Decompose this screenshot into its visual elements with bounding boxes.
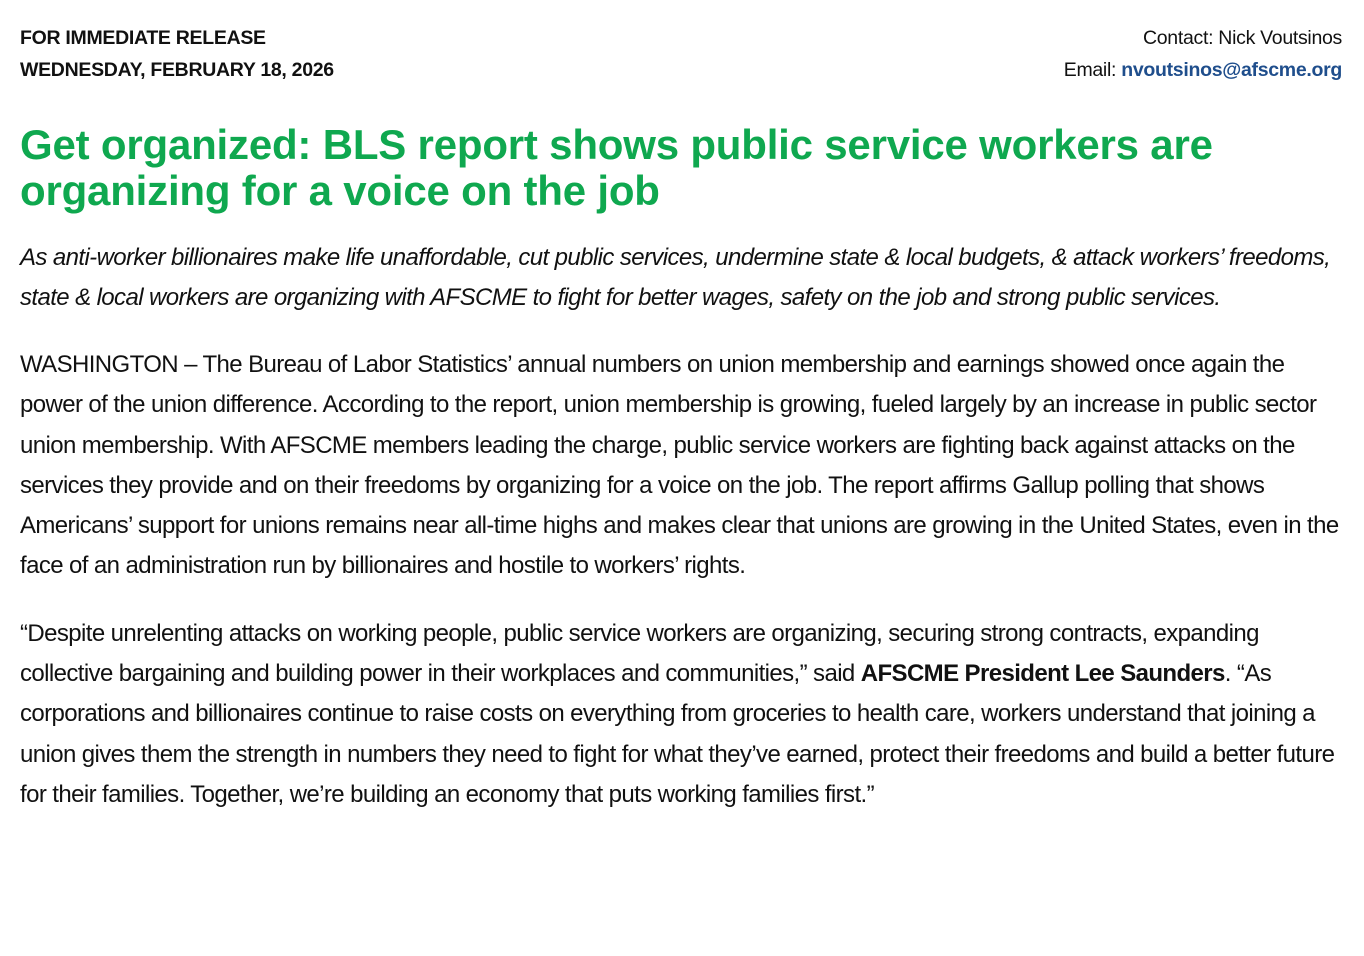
release-info [20,22,334,86]
quote-speaker: AFSCME President Lee Saunders [860,660,1225,688]
email-label: Email: [1063,59,1122,81]
headline: Get organized: BLS report shows public service workers are organizing for a voice on the job [20,121,1213,214]
press-release-header [20,0,1344,92]
contact-email-line [1064,54,1342,86]
body-paragraph-1: WASHINGTON – The Bureau of Labor Statistics’ annual numbers on union membership and earnings showed once again the power of the union difference. According to the report, union membership is growing, fueled largely by an increase in public sector union membership. With AFSCME members leading the charge, public service workers are fighting back against attacks on the services they provide and on their freedoms by organizing for a voice on the job. The report affirms Gallup polling that shows Americans’ support for unions remains near all-time highs and makes clear that unions are growing in the United States, even in the face of an administration run by billionaires and hostile to workers’ rights. [20,351,1339,580]
email-link[interactable]: nvoutsinos@afscme.org [1121,59,1342,81]
release-date: WEDNESDAY, FEBRUARY 18, 2026 [20,59,334,81]
body-paragraph-quote [20,614,1344,815]
contact-name: Contact: Nick Voutsinos [1142,27,1342,49]
contact-info [1064,22,1342,86]
quote-text-part-1: “Despite unrelenting attacks on working people, public service workers are organizing, securing strong contracts, expanding collective bargaining and building power in their workplaces and communities,” said [20,619,1259,688]
subheadline: As anti-worker billionaires make life unaffordable, cut public services, undermine state & local budgets, & attack workers’ freedoms, state & local workers are organizing with AFSCME to fight for better wages, safety on the job and strong public services. [20,244,1331,311]
release-label: FOR IMMEDIATE RELEASE [20,27,266,49]
quote-text-part-2: . “As corporations and billionaires continue to raise costs on everything from groceries to health care, workers understand that joining a union gives them the strength in numbers they need to fight for what they’ve earned, protect their freedoms and build a better future for their families. Together, we’re building an economy that puts working families first.” [20,660,1335,808]
